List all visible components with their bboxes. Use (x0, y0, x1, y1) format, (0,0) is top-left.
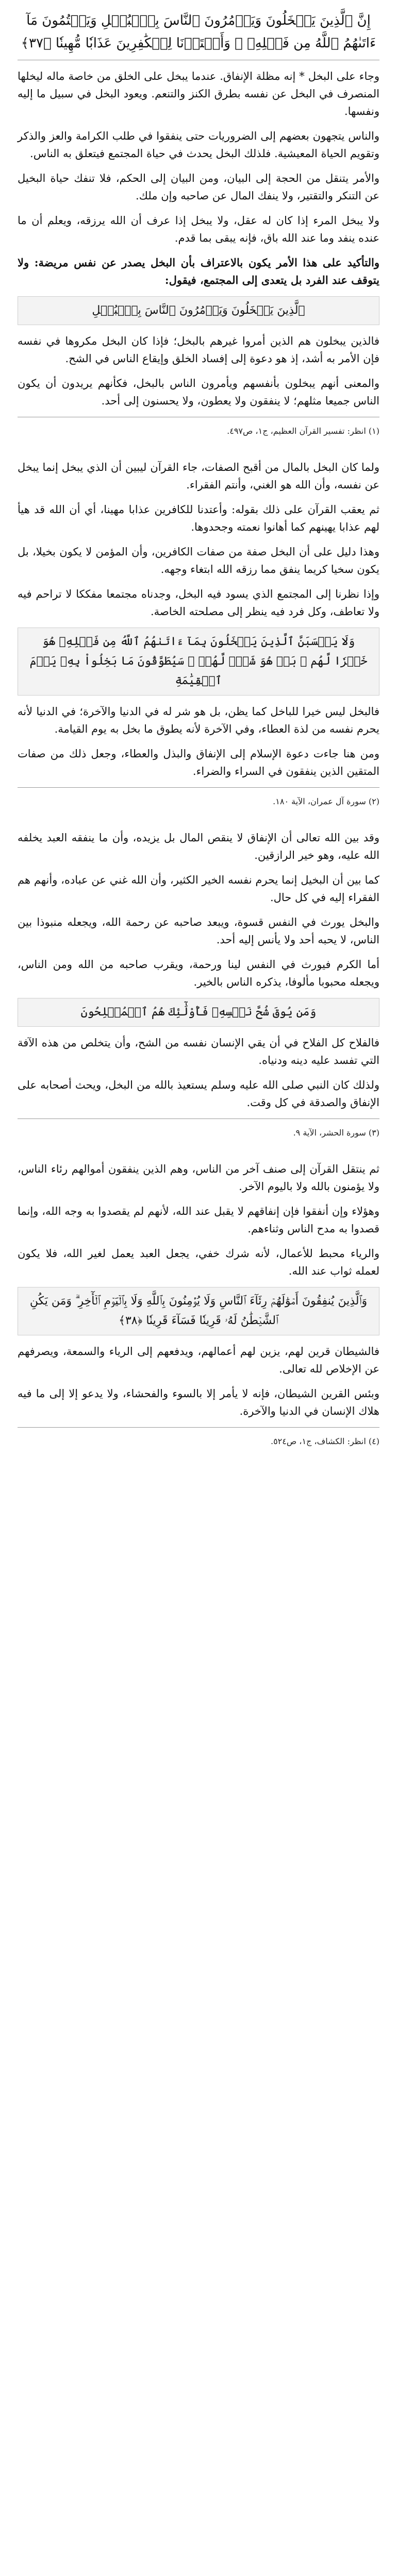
paragraph: والأمر يتنقل من الحجة إلى البيان، ومن البيان إلى الحكم، فلا تنفك حياة البخيل عن التنكر والتقتير، ولا ينفك المال عن صاحبه وإن ملك. (18, 172, 379, 202)
page-gap (18, 816, 379, 829)
paragraph: وهؤلاء وإن أنفقوا فإن إنفاقهم لا يقبل عند الله، لأنهم لم يقصدوا به وجه الله، وإنما قصدوا به مدح الناس وثناءهم. (18, 1205, 379, 1235)
paragraph: ثم يعقب القرآن على ذلك بقوله: وأعتدنا للكافرين عذابا مهينا، أي أن الله قد هيأ لهم عذابا يهينهم كما أهانوا نعمته وجحدوها. (18, 503, 379, 533)
paragraph: وهذا دليل على أن البخل صفة من صفات الكافرين، وأن المؤمن لا يكون بخيلا، بل يكون سخيا كريما ينفق مما رزقه الله ابتغاء وجهه. (18, 546, 379, 575)
footnote: (٤) انظر: الكشاف، ج١، ص٥٢٤. (270, 1436, 379, 1446)
quran-quote: وَمَن يُوقَ شُحَّ نَفۡسِهِۦ فَأُوْلَٰٓئِكَ هُمُ ٱلۡمُفۡلِحُونَ (18, 998, 379, 1027)
paragraph: فالشيطان قرين لهم، يزين لهم أعمالهم، ويدفعهم إلى الرياء والسمعة، ويصرفهم عن الإخلاص لله تعالى. (18, 1345, 379, 1375)
footnote-divider (18, 1427, 379, 1428)
paragraph: كما بين أن البخيل إنما يحرم نفسه الخير الكثير، وأن الله غني عن عباده، وأنهم هم الفقراء إليه في كل حال. (18, 874, 379, 904)
section-2 (18, 459, 379, 808)
quran-quote: ٱلَّذِينَ يَبۡخَلُونَ وَيَأۡمُرُونَ ٱلنَّاسَ بِٱلۡبُخۡلِ (18, 296, 379, 325)
paragraph: فالذين يبخلون هم الذين أمروا غيرهم بالبخل؛ فإذا كان البخل مكروها في نفسه فإن الأمر به أشد، إذ هو دعوة إلى إفساد الخلق وإيقاع الناس في الشح. (18, 335, 379, 365)
paragraph: ولذلك كان النبي صلى الله عليه وسلم يستعيذ بالله من البخل، ويحث أصحابه على الإنفاق والصدقة في كل وقت. (18, 1079, 379, 1109)
paragraph: فالفلاح كل الفلاح في أن يقي الإنسان نفسه من الشح، وأن يتخلص من هذه الآفة التي تفسد عليه دينه ودنياه. (18, 1037, 379, 1066)
paragraph: أما الكرم فيورث في النفس لينا ورحمة، ويقرب صاحبه من الله ومن الناس، ويجعله محبوبا مألوفا، يذكره الناس بالخير. (18, 958, 379, 988)
paragraph: والرياء محبط للأعمال، لأنه شرك خفي، يجعل العبد يعمل لغير الله، فلا يكون لعمله ثواب عند الله. (18, 1247, 379, 1277)
footnote-divider (18, 787, 379, 788)
paragraph: ولما كان البخل بالمال من أقبح الصفات، جاء القرآن ليبين أن الذي يبخل إنما يبخل عن نفسه، وأن الله هو الغني، وأنتم الفقراء. (18, 461, 379, 491)
page-gap (18, 445, 379, 459)
footnote-divider (18, 1118, 379, 1119)
paragraph: ثم ينتقل القرآن إلى صنف آخر من الناس، وهم الذين ينفقون أموالهم رئاء الناس، ولا يؤمنون بالله ولا باليوم الآخر. (18, 1163, 379, 1193)
paragraph: والناس يتجهون بعضهم إلى الضروريات حتى ينفقوا في طلب الكرامة والعز والذكر وتقويم الحياة المعيشية. فلذلك البخل يحدث في حياة المجتمع فيتعلق به الناس. (18, 130, 379, 160)
page-gap (18, 1147, 379, 1160)
paragraph: وإذا نظرنا إلى المجتمع الذي يسود فيه البخل، وجدناه مجتمعا مفككا لا تراحم فيه ولا تعاطف، وكل فرد فيه ينظر إلى مصلحته الخاصة. (18, 588, 379, 618)
paragraph: وقد بين الله تعالى أن الإنفاق لا ينقص المال بل يزيده، وأن ما ينفقه العبد يخلفه الله عليه، وهو خير الرازقين. (18, 832, 379, 861)
paragraph: والبخل يورث في النفس قسوة، ويبعد صاحبه عن رحمة الله، ويجعله منبوذا بين الناس، لا يحبه أحد ولا يأنس إليه أحد. (18, 916, 379, 946)
section-1 (18, 67, 379, 438)
quran-quote: وَٱلَّذِينَ يُنفِقُونَ أَمۡوَٰلَهُمۡ رِئَآءَ ٱلنَّاسِ وَلَا يُؤۡمِنُونَ بِٱللَّهِ وَلَا بِٱلۡيَوۡمِ ٱلۡأٓخِرِ ۗ وَمَن يَكُنِ ٱلشَّيۡطَٰنُ لَهُۥ قَرِينٗا فَسَآءَ قَرِينٗا ﴿٣٨﴾ (18, 1287, 379, 1335)
paragraph: وجاء على البخل * إنه مظلة الإنفاق. عندما يبخل على الخلق من خاصة ماله ليخلها المنصرف في البخل عن نفسه بطرق الكنز والتنعم. ويعود البخل في سبيل ما إليه ونفسها. (18, 70, 379, 117)
paragraph: وبئس القرين الشيطان، فإنه لا يأمر إلا بالسوء والفحشاء، ولا يدعو إلا إلى ما فيه هلاك الإنسان في الدنيا والآخرة. (18, 1387, 379, 1417)
quran-quote: وَلَا يَحۡسَبَنَّ ٱلَّذِينَ يَبۡخَلُونَ بِمَآ ءَاتَىٰهُمُ ٱللَّهُ مِن فَضۡلِهِۦ هُوَ خَيۡرٗا لَّهُم ۖ بَلۡ هُوَ شَرّٞ لَّهُمۡ ۖ سَيُطَوَّقُونَ مَا بَخِلُواْ بِهِۦ يَوۡمَ ٱلۡقِيَٰمَةِ (18, 628, 379, 696)
section-3 (18, 829, 379, 1140)
paragraph: ولا يبخل المرء إذا كان له عقل، ولا يبخل إذا عرف أن الله يرزقه، ويعلم أن ما عنده ينفد وما عند الله باق، فإنه يبقى بما قدم. (18, 214, 379, 244)
section-4 (18, 1160, 379, 1448)
header-verse: إِنَّ ٱلَّذِينَ يَبۡخَلُونَ وَيَأۡمُرُونَ ٱلنَّاسَ بِٱلۡبُخۡلِ وَيَكۡتُمُونَ مَآ ءَاتَىٰهُمُ ٱللَّهُ مِن فَضۡلِهِۦ ۗ وَأَعۡتَدۡنَا لِلۡكَٰفِرِينَ عَذَابٗا مُّهِينٗا ﴿٣٧﴾ (18, 9, 379, 60)
footnote: (١) انظر: تفسير القرآن العظيم، ج١، ص٤٩٧. (227, 426, 379, 436)
paragraph-emphasis: والتأكيد على هذا الأمر يكون بالاعتراف بأن البخل يصدر عن نفس مريضة: ولا يتوقف عند الفرد بل يتعدى إلى المجتمع، فيقول: (18, 256, 379, 286)
footnote: (٣) سورة الحشر، الآية ٩. (293, 1128, 379, 1138)
paragraph: فالبخل ليس خيرا للباخل كما يظن، بل هو شر له في الدنيا والآخرة؛ في الدنيا لأنه يحرم نفسه من لذة العطاء، وفي الآخرة لأنه يطوق ما بخل به يوم القيامة. (18, 705, 379, 735)
paragraph: والمعنى أنهم يبخلون بأنفسهم ويأمرون الناس بالبخل، فكأنهم يريدون أن يكون الناس جميعا مثلهم؛ لا ينفقون ولا يعطون، ولا يحسنون إلى أحد. (18, 377, 379, 407)
footnote: (٢) سورة آل عمران، الآية ١٨٠. (273, 796, 379, 806)
paragraph: ومن هنا جاءت دعوة الإسلام إلى الإنفاق والبذل والعطاء، وجعل ذلك من صفات المتقين الذين ينفقون في السراء والضراء. (18, 748, 379, 777)
